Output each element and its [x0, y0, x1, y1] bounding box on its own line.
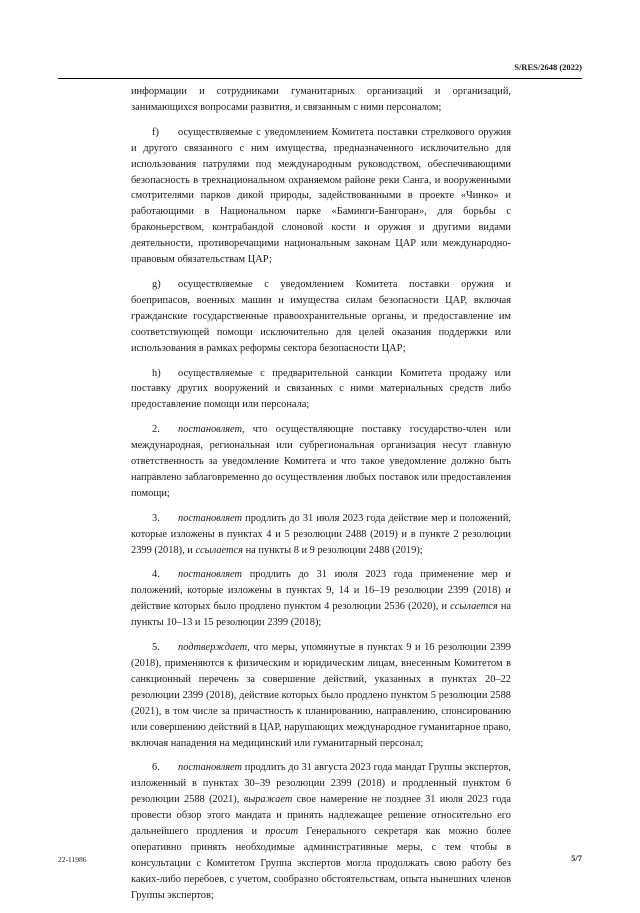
operative-verb: постановляет	[178, 569, 243, 581]
subparagraph-g	[131, 277, 511, 357]
subparagraph-label: h)	[152, 367, 161, 379]
paragraph-2	[131, 422, 511, 502]
paragraph-text: , что осуществляющие поставку государство-член или международная, региональная или субрегиональная организация несут главную ответственность за уведомление Комитета и что такое уведомление должно быть направлено заблаговременно до осуществления любых поставок или предоставления помощи;	[131, 424, 511, 499]
paragraph-text: , что меры, упомянутые в пунктах 9 и 16 резолюции 2399 (2018), применяются к физическим и юридическим лицам, внесенным Комитетом в санкционный перечень за совершение действий, указанных в пунктах 20–22 резолюции 2399 (2018), действие которых было продлено пунктом 5 резолюции 2588 (2021), в том числе за причастность к планированию, направлению, спонсированию или совершению действий в ЦАР, нарушающих международное гуманитарное право, включая нападения на медицинский или гуманитарный персонал;	[131, 642, 511, 749]
operative-verb: ссылается	[195, 544, 243, 556]
subparagraph-text: осуществляемые с уведомлением Комитета поставки оружия и боеприпасов, военных машин и имущества силам безопасности ЦАР, включая гражданские государственные правоохранительные органы, и предоставление им соответствующей помощи исключительно для целей оказания поддержки или использования в рамках реформы сектора безопасности ЦАР;	[131, 278, 511, 354]
subparagraph-f	[131, 125, 511, 268]
header-rule	[58, 78, 582, 79]
operative-verb: просит	[265, 826, 299, 838]
paragraph-text: продлить до 31 июля 2023 года действие мер и положений, которые изложены в пунктах 4 и 5 резолюции 2488 (2019) и в пункте 2 резолюции 2399 (2018), и	[131, 512, 511, 556]
document-body	[131, 84, 511, 913]
paragraph-number: 2.	[152, 424, 160, 436]
paragraph-number: 5.	[152, 642, 160, 654]
operative-verb: выражает	[243, 794, 293, 806]
paragraph-5	[131, 640, 511, 751]
subparagraph-label: f)	[152, 126, 159, 138]
paragraph-continuation: информации и сотрудниками гуманитарных организаций и организаций, занимающихся вопросами развития, и связанным с ними персоналом;	[131, 86, 511, 113]
subparagraph-text: осуществляемые с предварительной санкции Комитета продажу или поставку других вооружений и связанных с ними материальных средств либо предоставление помощи или персонала;	[131, 367, 511, 411]
operative-verb: подтверждает	[178, 642, 248, 654]
subparagraph-text: осуществляемые с уведомлением Комитета поставки стрелкового оружия и другого связанного с ним имущества, предназначенного исключительно для использования патрулями под международным руководством, обеспечивающими безопасность в трехнациональном охраняемом районе реки Санга, и вооруженными смотрителями парков дикой природы, задействованными в проекте «Чинко» и работающими в Национальном парке «Баминги-Бангоран», для борьбы с браконьерством, контрабандой слоновой кости и оружия и другими видами деятельности, противоречащими национальным законам ЦАР или международно-правовым обязательствам ЦАР;	[131, 126, 511, 266]
operative-verb: постановляет	[178, 512, 243, 524]
document-symbol: S/RES/2648 (2022)	[514, 62, 582, 72]
paragraph-number: 3.	[152, 512, 160, 524]
operative-verb: ссылается	[450, 601, 498, 613]
document-number: 22-11986	[58, 855, 87, 864]
paragraph-4	[131, 567, 511, 631]
page-number: 5/7	[571, 853, 582, 863]
paragraph-6	[131, 760, 511, 903]
paragraph-3	[131, 511, 511, 559]
paragraph-text: свое намерение не позднее 31 июля 2023 года провести обзор этого мандата и принять надлежащее решение относительно его дальнейшего продления и	[131, 794, 511, 838]
operative-verb: постановляет	[178, 424, 243, 436]
subparagraph-label: g)	[152, 278, 161, 290]
paragraph-text: Генерального секретаря как можно более оперативно принять необходимые административные меры, с тем чтобы в консультации с Комитетом Группа экспертов могла продолжать свою работу без каких-либо перебоев, с учетом, сообразно обстоятельствам, опыта нынешних членов Группы экспертов;	[131, 826, 511, 901]
paragraph-text: продлить до 31 июля 2023 года применение мер и положений, которые изложены в пунктах 9, 14 и 16–19 резолюции 2399 (2018) и действие которых было продлено пунктом 4 резолюции 2536 (2020), и	[131, 569, 511, 613]
paragraph-text: продлить до 31 августа 2023 года мандат Группы экспертов, изложенный в пунктах 30–39 резолюции 2399 (2018) и продленный пунктом 6 резолюции 2588 (2021),	[131, 762, 511, 806]
paragraph-number: 6.	[152, 762, 160, 774]
paragraph-text: на пункты 10–13 и 15 резолюции 2399 (2018);	[131, 601, 511, 629]
paragraph-number: 4.	[152, 569, 160, 581]
operative-verb: постановляет	[178, 762, 243, 774]
paragraph-text: на пункты 8 и 9 резолюции 2488 (2019);	[242, 544, 423, 556]
subparagraph-h	[131, 366, 511, 414]
